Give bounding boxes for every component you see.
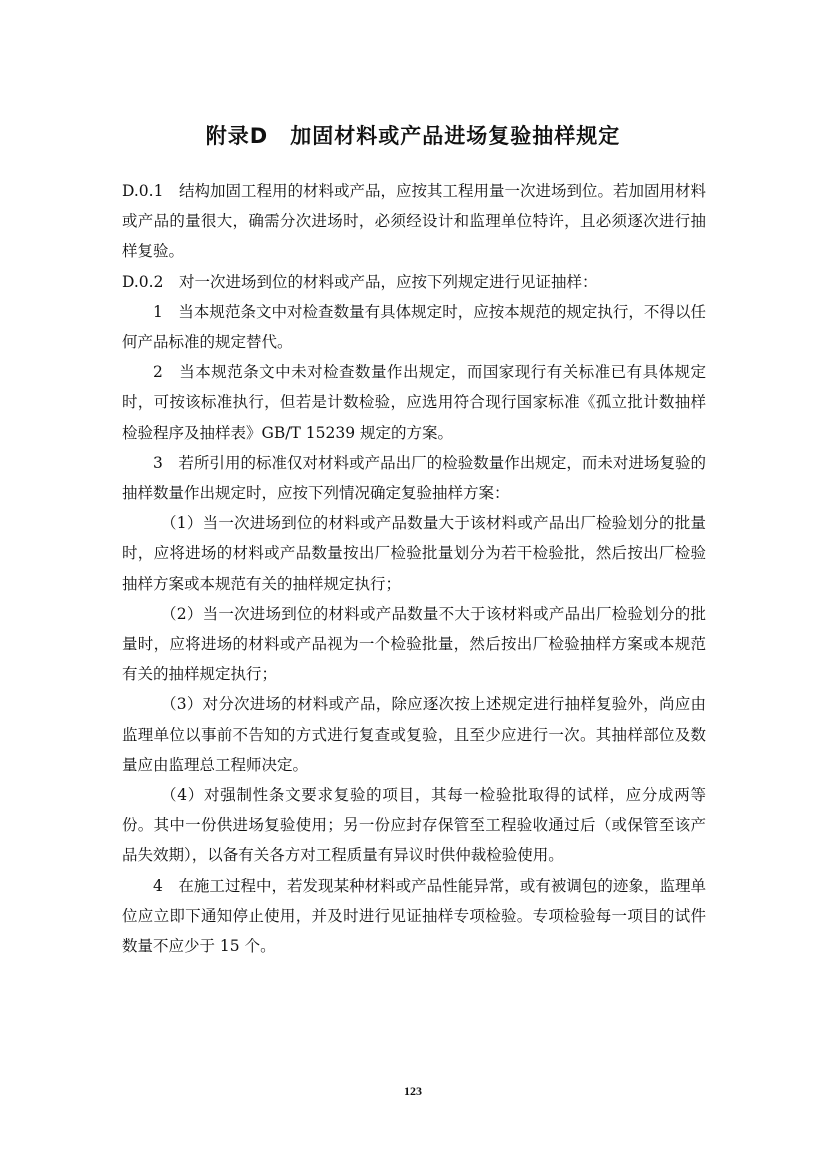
clause-d02-item-3-sub-2: （2）当一次进场到位的材料或产品数量不大于该材料或产品出厂检验划分的批量时，应将进场的材料或产品视为一个检验批量，然后按出厂检验抽样方案或本规范有关的抽样规定执行； xyxy=(122,604,706,684)
clause-d02-item-4: 4 在施工过程中，若发现某种材料或产品性能异常，或有被调包的迹象，监理单位应立即下通知停止使用，并及时进行见证抽样专项检验。专项检验每一项目的试件数量不应少于 15 个。 xyxy=(122,876,706,956)
clause-d02-item-1: 1 当本规范条文中对检查数量有具体规定时，应按本规范的规定执行，不得以任何产品标准的规定替代。 xyxy=(122,302,706,352)
clause-d02-item-3-sub-1: （1）当一次进场到位的材料或产品数量大于该材料或产品出厂检验划分的批量时，应将进场的材料或产品数量按出厂检验批量划分为若干检验批，然后按出厂检验抽样方案或本规范有关的抽样规定执行； xyxy=(122,514,706,593)
clause-d02-item-3-sub-4: （4）对强制性条文要求复验的项目，其每一检验批取得的试样，应分成两等份。其中一份供进场复验使用；另一份应封存保管至工程验收通过后（或保管至该产品失效期），以备有关各方对工程质量有异议时供仲裁检验使用。 xyxy=(122,786,706,865)
page-number: 123 xyxy=(404,1084,422,1098)
page-title: 附录D 加固材料或产品进场复验抽样规定 xyxy=(205,124,621,148)
document-body xyxy=(122,176,706,961)
clause-d02-item-3: 3 若所引用的标准仅对材料或产品出厂的检验数量作出规定，而未对进场复验的抽样数量作出规定时，应按下列情况确定复验抽样方案： xyxy=(122,453,706,503)
clause-d01: D.0.1 结构加固工程用的材料或产品，应按其工程用量一次进场到位。若加固用材料或产品的量很大，确需分次进场时，必须经设计和监理单位特许，且必须逐次进行抽样复验。 xyxy=(122,182,706,261)
clause-d02-item-3-sub-3: （3）对分次进场的材料或产品，除应逐次按上述规定进行抽样复验外，尚应由监理单位以事前不告知的方式进行复查或复验，且至少应进行一次。其抽样部位及数量应由监理总工程师决定。 xyxy=(122,695,706,774)
clause-d02-item-2: 2 当本规范条文中未对检查数量作出规定，而国家现行有关标准已有具体规定时，可按该标准执行，但若是计数检验，应选用符合现行国家标准《孤立批计数抽样检验程序及抽样表》GB/T 15239 规定的方案。 xyxy=(122,363,706,442)
clause-d02: D.0.2 对一次进场到位的材料或产品，应按下列规定进行见证抽样： xyxy=(122,272,598,291)
